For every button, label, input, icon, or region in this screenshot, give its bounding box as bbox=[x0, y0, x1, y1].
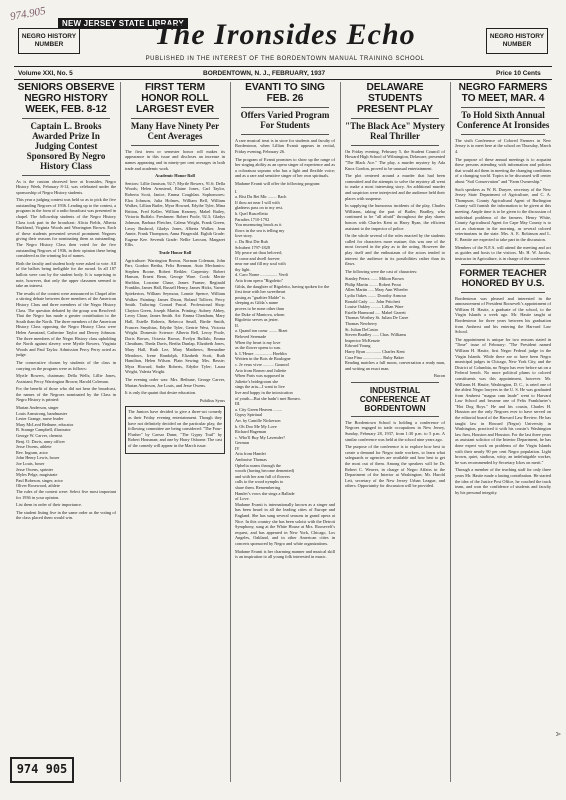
byline: Bacon bbox=[434, 373, 445, 379]
paragraph: Such speakers as W. B. Duryee, secretary of the New Jersey State Department of Agriculture, and C. A. Thompson, County Agricultural Agent of Burlington County will furnish the information to be given at this meeting. Ample time is to be given to the discussion of individual problems of the farmers. Henry White, County Agricultural Agent for Cape May County is to act as chairman in the morning, as several colored veterinarians in the state. Mrs. A. E. Robinson and L. E. Beattie are expected to take part in the discussion. bbox=[455, 186, 551, 242]
paragraph: For the benefit of those who did not hear the broadcast, the names of the Negroes nominated by the Class in Negro History is printed: bbox=[16, 386, 116, 403]
list-item: Rev. Ingram, actor bbox=[16, 449, 48, 455]
list-item: c. Du Bist Die Ruh bbox=[235, 238, 268, 244]
list-item: Gilda, the daughter of Rigoletto, having spoken for the bbox=[235, 283, 330, 289]
paragraph: Agriculture: Warrington Brown, Norman Coleman, John Parr, Gordon Bertha, Felix Brennan. Auto Mechanics: Stephen Boone, Robert Reikler. Carpentry: Robert Hanson, Ernest Bean, George Ware. Cook: Mertie Sheldon, Lorraine Chase, James Framer, Reginald Franklin, James Hall, Russell Henry, James Hicks, Varner Spiekerton, William Seymour, Lonnie Spence, William Walker. Painting: James Dixon, Roland Tolliver, Percy Smith. Tailoring: Conrad Pascal. Professional Shop: Clayton Green, Joseph Martin. Printing: Aubrey Abbey, Leroy Chase, James Smith. Art: Emma Cheatham, Mary Hall, Estelle Roberts, Rebecca Small, Birdie Smith, Frances Smythius, Edythe Tyler, Gertrie West, Victoria Wright. Domestic Science: Alberta Bell, Leroy Poole, Doris Brown, Octavia Brown, Evelyn Buffalo, Emma Cheatham, Theda Davis, Bertha Dunlap, Elizabeth Jones, Mary Hall, Ruth Lee, Mary Matthews, Bernadine Meadows, Irene Randolph, Elizabeth Scott, Ruth Hamilton, Helen Wilson. Plain Sewing: Mrs. Bessie; Myra Howard, Sadie Roberts, Edythe Tyler; Laura Wright, Valeria Wright. bbox=[125, 257, 225, 375]
list-item: near me and fill my soul with bbox=[235, 261, 286, 267]
list-item: Aria from opera "Rigoletto" bbox=[235, 278, 284, 284]
list-item: Stanley Peters ....... Milton Brown bbox=[345, 276, 404, 282]
paragraph: On the whole several of the roles enacted by the students called for characters more mature; this was one of the most favored in the play as to the acting. However the play itself and the enthusiasm of the actors tended to interest the audience in its possibilities rather than its flaws. bbox=[345, 233, 445, 267]
handwritten-number: 974.905 bbox=[9, 4, 47, 24]
paragraph: The evening order was: Mrs. Bethune, George Carver, Marian Anderson, Joe Louis, and Jesse Owens. bbox=[125, 376, 225, 388]
paragraph: This year a judging contest was held so as to pick the five outstanding Negroes of 1936. Leading up to the contest, a program in the form of a radio broadcast was presented in chapel. The followship students of the Negro History Class took part in the broadcast: Alicia Fields, Alberta Burkhead, Virginia Woods and Warrington Brown. Each of these students presented several prominent Negroes giving their reasons for nominating them as outstanding. The Negro History Class then voted for the five outstanding Negroes of 1936, in their opinion these being considered as the winning list of names. bbox=[16, 197, 116, 259]
list-item: Jesse Owens, athlete bbox=[16, 444, 52, 450]
column-seniors bbox=[16, 82, 116, 782]
list-item: Steven Bradley ...... Chas. Williams bbox=[345, 332, 407, 338]
list-item: III. bbox=[235, 401, 241, 407]
paragraph: The consecutive chosen by students of the class in carrying on the program were as follows: bbox=[16, 359, 116, 371]
list-item: Paul Robeson, singer, actor bbox=[16, 477, 63, 483]
list-item: O come and dwell forever bbox=[235, 255, 280, 261]
list-item: Jesse Owens, sprinter bbox=[16, 466, 54, 472]
headline: EVANTI TO SING FEB. 26 bbox=[245, 82, 325, 105]
price-info: Price 10 Cents bbox=[496, 70, 541, 77]
list-item: sleeping as Gilda´s name bbox=[235, 300, 279, 306]
list-item: share them. Remembering bbox=[235, 485, 281, 491]
list-item: first time with her sweetheart bbox=[235, 289, 286, 295]
paragraph: Seniors: Lillie Jamison, 92.7; Myrtle Bowers, 91.6; Della Woods; Helen Armstead, Elaine Jones, Carl Taylor, Roberta Scott, Janice, Emma Coughlan. Sophomores: Elza Johnson, Julia Holmes, William Bell, William Walker, Lillian Butler, Myra Howard, Edythe Tyler, Mina Britton, Fred Keller, William Kearney, Mabel Bailey, Victoria Buffalo. Freshmen: Robert Poole, 92.3; Gladys Johnson, Barbara Fletcher, Calena Wright, Frank Green, Leroy Bushrod, Gladys Jones, Alberta Walker, Jean Annie, Frank Thompson, Anna Fitzgerald. Eighth Grade: Eugene Kee. Seventh Grade: Nellie Lawson, Margaret Ellis. bbox=[125, 180, 225, 248]
list-item: German bbox=[235, 440, 249, 446]
masthead: The Ironsides Echo bbox=[154, 18, 416, 51]
right-ear-box: NEGRO HISTORY NUMBER bbox=[486, 28, 548, 54]
concert-program bbox=[235, 189, 335, 502]
list-item: the Duke of Mantova, whom bbox=[235, 311, 285, 317]
paragraph: The Juniors have decided to give a three-act comedy as their Friday evening entertainment. Though they have not definitely decided on the particular play, the following committee are being considered: "The Four-Flusher" by Caesar Dunn; "The Gypsy Trail" by Robert Housman; and one by Harry Osborne. The cast of the comedy will appear in the March issue. bbox=[128, 409, 222, 448]
list-item: b. Oh Doo Me My Love bbox=[235, 423, 277, 429]
volume-info: Volume XXI, No. 5 bbox=[18, 70, 73, 77]
column-evanti bbox=[235, 82, 335, 782]
margin-mark: A bbox=[554, 732, 560, 737]
nominee-list bbox=[16, 405, 116, 489]
list-item: B. Strange Campbell, illustrator bbox=[16, 427, 71, 433]
list-item: Allen Martin ..... Mary Ann Wheeler bbox=[345, 287, 408, 293]
headline: INDUSTRIAL CONFERENCE AT BORDENTOWN bbox=[359, 384, 431, 413]
list-item: Estelle Harmond ..... Mabel Garrett bbox=[345, 309, 406, 315]
list-item: My peace art thou beloved; bbox=[235, 250, 283, 256]
list-item: Paradies 1710-1792 bbox=[235, 216, 270, 222]
paragraph: List them in order of their importance. bbox=[16, 502, 82, 508]
quote: It is only the quaint that desire education. bbox=[125, 390, 197, 396]
list-item: a. City Green Heaven ........ bbox=[235, 406, 282, 412]
list-item: Rigoletto serves as jester. bbox=[235, 317, 279, 323]
list-item: Written in the Bois de Boulogne bbox=[235, 356, 291, 362]
headline: DELAWARE STUDENTS PRESENT PLAY bbox=[357, 82, 433, 116]
divider bbox=[241, 107, 329, 108]
divider bbox=[22, 175, 110, 176]
paragraph: The plot centered around a murder that had been committed and the attempts to solve the mystery all went to make a most interesting story. An additional murder and suspicion were interjected and the audience held their places with suspense. bbox=[345, 173, 445, 201]
divider bbox=[351, 118, 439, 119]
column-honor-roll bbox=[125, 82, 225, 782]
list-item: sings the aria—I want to live bbox=[235, 384, 285, 390]
list-item: Joe Louis, boxer bbox=[16, 461, 45, 466]
list-item: II. bbox=[235, 322, 239, 328]
paragraph: The purpose of these annual meetings is to acquaint these persons attending with information and policies that would aid them in meeting the changing conditions of a changing world. Topics to be discussed will center about "Soil Conservation" and "Farm Ownership." bbox=[455, 156, 551, 184]
list-item: Juliette’s bridegroom she bbox=[235, 378, 279, 384]
list-item: When thy heart is my love bbox=[235, 339, 281, 345]
paragraph: A rare musical treat is in store for students and faculty of Bordentown, when Lillian Evanti appears in recital, Friday evening, February 26. bbox=[235, 137, 335, 154]
catalog-stamp: 974 905 bbox=[10, 757, 74, 783]
paragraph: Through a member of the teaching staff for only three years Mr. Hastie made a lasting contribution. He started the idea of the Justice Post Office, he coached the track team, and won the confidence of students and faculty by his personal integrity. bbox=[455, 467, 551, 495]
paragraph: In supplying the humorous incidents of the play, Charles Williams, taking the part of Butler, Bradley, who continued to be "all afraid" throughout the play shares honors with Charles Kent as Harry Ryan, the efficient assistant to the inspector of police. bbox=[345, 203, 445, 231]
list-item: St. Julian DeCastro bbox=[345, 326, 379, 332]
divider bbox=[461, 264, 545, 265]
list-item: posing as "gualtier Malde" is bbox=[235, 294, 285, 300]
list-item: of Love. bbox=[235, 496, 250, 502]
paragraph: The first term or semester honor roll makes its appearance in this issue and discloses an increase in names appearing and in ninety-per cent averages in both trade and academic work. bbox=[125, 148, 225, 171]
header-rule-bottom bbox=[14, 79, 552, 80]
deck: Captain L. Brooks Awarded Prize In Judging Contest Sponsored By Negro History Class bbox=[26, 121, 106, 171]
list-item: Arr. by Camille Nickerson bbox=[235, 417, 281, 423]
list-item: Schubert 1797-1828 bbox=[235, 244, 270, 250]
list-item: George W. Carver, chemist bbox=[16, 433, 63, 439]
list-item: Oliver Rosewood, athlete bbox=[16, 483, 60, 489]
paragraph: The sixth Conference of Colored Farmers in New Jersey is to meet here at the school on Thursday, March 4. bbox=[455, 137, 551, 154]
divider bbox=[351, 145, 439, 146]
divider bbox=[131, 118, 219, 119]
list-item: When Paris was supposed in bbox=[235, 373, 285, 379]
divider bbox=[351, 382, 439, 383]
list-item: b. Quel Ruscelletto bbox=[235, 210, 269, 216]
column-delaware bbox=[345, 82, 445, 782]
cast-list bbox=[345, 276, 445, 360]
paragraph: The following were the cast of characters: bbox=[345, 268, 418, 274]
deck: Offers Varied Program For Students bbox=[240, 110, 330, 130]
paragraph: Both the faculty and student body were asked to vote. All of the ballots being ineligible for the award. In all 187 ballots were cast by the student body. It is surprising to note, however, that only the upper classmen seemed to take an interest. bbox=[16, 260, 116, 289]
paragraph: Myrtle Bowers, chairman; Della Wells; Lillie Jones, Assistant; Percy Warrington Brown; Harold Coleman. bbox=[16, 373, 116, 384]
list-item: b. L’Heure ................ Hoeblin bbox=[235, 350, 287, 356]
list-item: If thou art near I will with bbox=[235, 199, 280, 205]
list-item: woods (having become demented) bbox=[235, 468, 295, 474]
list-item: d. Caro Nome ................ Verdi bbox=[235, 272, 288, 278]
paragraph: The Bordentown School is holding a conference of Negroes engaged in trade occupations in New Jersey, Sunday, February 28, 1937, from 1:30 p.m. to 5 p.m. A similar conference was held at the school nine years ago. bbox=[345, 419, 445, 442]
list-item: as the flower opens to sun. bbox=[235, 345, 281, 351]
list-item: of youth—But she hadn’t met Romeo. bbox=[235, 395, 301, 401]
list-item: proves to be none other than bbox=[235, 306, 284, 312]
paragraph: As is the custom observed here at Ironsides, Negro History Week, February 8-12, was celebrated under the sponsorship of Negro History students. bbox=[16, 178, 116, 195]
list-item: Myles Pelge, magistrate bbox=[16, 472, 58, 478]
divider bbox=[22, 118, 110, 119]
divider bbox=[461, 134, 545, 135]
paragraph: Reading matches a full moon, conversation a ready man, and writing an exact man. bbox=[345, 360, 445, 371]
list-item: calls to the wood nymphs to bbox=[235, 479, 284, 485]
list-item: Philip Martin ........ Robert Prout bbox=[345, 281, 401, 287]
deck: Many Have Ninety Per Cent Averages bbox=[130, 121, 220, 141]
column-divider bbox=[340, 82, 341, 782]
list-item: Gypsy Spiritual bbox=[235, 412, 263, 418]
list-item: c. Who'll Buy My Lavender? bbox=[235, 434, 285, 440]
list-item: a. Quand ton coeur ........ Bizet bbox=[235, 328, 288, 334]
list-item: Louis Armstrong, bandmaster bbox=[16, 410, 68, 416]
headline: SENIORS OBSERVE NEGRO HISTORY WEEK, FEB. 8-12 bbox=[17, 82, 115, 116]
list-item: Ophelia roams through the bbox=[235, 462, 281, 468]
section-title: Trade Honor Roll bbox=[158, 249, 192, 255]
paragraph: The rules of the contest were: Select five most important for 1936 in your opinion. bbox=[16, 488, 116, 500]
paragraph: The results of the contest were announced in Chapel after a stirring debate between three members of the American History Class and three members of the Negro History Class. The question debated by the group was Resolved: That the Negro has made a greater contribution to the South than the North. The three members of the American History Class opposing the Negro History Class were Helen Armstead, Catherine Taylor and Dewey Johnson. The three members of the Negro History class upholding the North against slavery were Myrtle Bowers, Virginia Woods and Paul Taylor. Admission Percy Perry acted as judge. bbox=[16, 290, 116, 358]
masthead-subtitle: PUBLISHED IN THE INTEREST OF THE BORDENTOWN MANUAL TRAINING SCHOOL bbox=[145, 56, 425, 62]
header-rule-top bbox=[14, 66, 552, 67]
paragraph: The program of Evanti promises to show up the range of her singing ability as an opera singer of experience and as a coloratura soprano who has a light and flexible voice; and as a rare and sensitive singer of her own spirituals. bbox=[235, 156, 335, 179]
list-item: Inspector McKenzie bbox=[345, 337, 380, 343]
paragraph: Members of the N.F.A. will attend the meeting and act as guides and hosts to the visitors. Mr. H. W. Jacobs, instructor in Agriculture, is in charge of the conference. bbox=[455, 244, 551, 261]
list-item: You murmuring brook as it bbox=[235, 222, 282, 228]
list-item: Mary McLeod Bethune, educator bbox=[16, 421, 74, 427]
list-item: I. bbox=[235, 188, 238, 194]
list-item: Marian Anderson, singer bbox=[16, 405, 59, 411]
headline: FORMER TEACHER HONORED BY U.S. bbox=[459, 267, 547, 289]
list-item: Aria from Romeo and Juliette bbox=[235, 367, 287, 373]
paragraph: Madame Evanti is internationally known as a singer and has been heard in all the leading cities of Europe and England. She has sung several seasons in grand opera at Nice. In this country she has been soloist with the Detroit Symphony, sung at the White House at Mrs. Roosevelt’s request, and has appeared in New York, Chicago, Los Angeles, Oakland, and in other American cities in concerts sponsored by Negro and white organizations. bbox=[235, 501, 335, 546]
paragraph: Madame Evanti will offer the following program: bbox=[235, 180, 321, 186]
list-item: John Henry Lewis, boxer bbox=[16, 455, 60, 461]
section-title: Academic Honor Roll bbox=[155, 173, 195, 179]
paragraph: The student listing five in the same order as the voting of the class placed them would win. bbox=[16, 509, 116, 521]
divider bbox=[241, 134, 329, 135]
deck: "The Black Ace" Mystery Real Thriller bbox=[345, 121, 445, 141]
byline: Pubilius Syrus bbox=[200, 397, 225, 403]
list-item: gladness pass on to my rest. bbox=[235, 205, 283, 211]
divider bbox=[351, 416, 439, 417]
column-divider bbox=[120, 82, 121, 782]
divider bbox=[461, 107, 545, 108]
headline: NEGRO FARMERS TO MEET, MAR. 4 bbox=[458, 82, 548, 105]
list-item: Hamlet’s vows she sings a Ballade bbox=[235, 490, 295, 496]
list-item: a. Bist Du Bei Mir ........ Bach bbox=[235, 194, 287, 200]
deck: To Hold Sixth Annual Conference At Ironsides bbox=[456, 110, 550, 130]
column-divider bbox=[450, 82, 451, 782]
list-item: Beloved Serenade bbox=[235, 334, 267, 339]
list-item: love story. bbox=[235, 233, 253, 239]
list-item: Harry Ryan .............. Charles Kent bbox=[345, 349, 405, 355]
list-item: thy light. bbox=[235, 266, 251, 272]
list-item: Cara Pina .................. Ruby Baker bbox=[345, 354, 404, 360]
list-item: Benj. O. Davis, army officer bbox=[16, 438, 65, 444]
divider bbox=[461, 292, 545, 293]
divider bbox=[131, 145, 219, 146]
list-item: Aria from Hamlet bbox=[235, 451, 266, 457]
paragraph: On Friday evening, February 5, the Student Council of Howard High School of Wilmington, Delaware, presented "The Black Ace." The play, a murder mystery by Ada Knox Gordon, proved to be unusual entertainment. bbox=[345, 148, 445, 171]
left-ear-box: NEGRO HISTORY NUMBER bbox=[18, 28, 80, 54]
list-item: and with her arm full of flowers bbox=[235, 473, 290, 479]
list-item: Thomas Newberry bbox=[345, 321, 378, 327]
list-item: Ambroise Thomas bbox=[235, 457, 267, 463]
list-item: IV bbox=[235, 445, 240, 451]
list-item: Ronald Cady ...... John Pritchett bbox=[345, 298, 400, 304]
list-item: Richard Hageman bbox=[235, 429, 267, 435]
list-item: flows in the sea is telling my bbox=[235, 227, 285, 233]
paragraph: The purpose of the conference is to explore how best to create a demand for Negro trade workers, to learn what safeguards or agencies are available and how best to get the most out of them. Among the speakers will be Dr. Robert C. Weaver, in charge of Negro Affairs in the Department of the Interior at Washington; Mr. Harold Lett, secretary of the New Jersey Urban League, and others. Opportunity for discussion will be provided. bbox=[345, 444, 445, 489]
column-divider bbox=[230, 82, 231, 782]
list-item: Edward Young bbox=[345, 343, 371, 349]
paragraph: The appointment is unique for two reasons stated in "Time" issue of February: "The President named William H. Hastie, first Negro Federal judge in the Virgin Islands. While there are or have been Negro municipal judges in Chicago, New York City, and the District of Columbia, no Negro has ever before sat on a Federal bench. No more political plums to colored constituents was this appointment, however. Mr. Williams H. Hastie, Washington, D. C., is rated one of the ablest Negro lawyers in the U. S. He was graduated from Amherst "magna cum laude" went to Harvard Law School and became one of Felix Frankfurter’s "Hot Dog Boys." He and his cousin, Charles H. Houston are the only Negroes ever to have served on the editorial board of the Harvard Law Review. He has taught law in Howard (Negro) University in Washington, practiced it with his cousin’s Washington law firm, Houston and Houston. For the last three years as assistant solicitor of the Interior Department, he has done expert work on problems of the Virgin Islands with their nearly 90 per cent Negro population. Light brown, quiet, studious, witty, an indefatigable worker, he was recommended by Secretary Ickes on merit." bbox=[455, 336, 551, 465]
list-item: Lydia Oakes ........ Dorothy Armour bbox=[345, 293, 407, 299]
paragraph: Bordentown was pleased and interested in the announcement of President Roosevelt’s appointment of William H. Hastie, a graduate of the school, to the Virgin Islands a week ago. Mr. Hastie taught at Bordentown for three years between his graduation from Amherst and his entering the Harvard Law School. bbox=[455, 295, 551, 335]
library-label: NEW JERSEY STATE LIBRARY bbox=[58, 18, 188, 29]
headline: FIRST TERM HONOR ROLL LARGEST EVER bbox=[135, 82, 215, 116]
boxed-notice bbox=[125, 406, 225, 453]
list-item: c. Je veux vivre .......... Gounod bbox=[235, 361, 289, 367]
list-item: Lester Grange, nurse leader bbox=[16, 416, 64, 422]
column-farmers bbox=[455, 82, 551, 782]
list-item: Thomas Worthey St. Julian De Carre bbox=[345, 315, 409, 321]
place-date: BORDENTOWN, N. J., FEBRUARY, 1937 bbox=[203, 70, 326, 77]
list-item: Louise Oakley ......... Lillian Ware bbox=[345, 304, 404, 310]
list-item: live and happy in the intoxication bbox=[235, 389, 293, 395]
paragraph: Madame Evanti is her charming manner and musical skill is an inspiration to all young folk interested in music. bbox=[235, 548, 335, 560]
